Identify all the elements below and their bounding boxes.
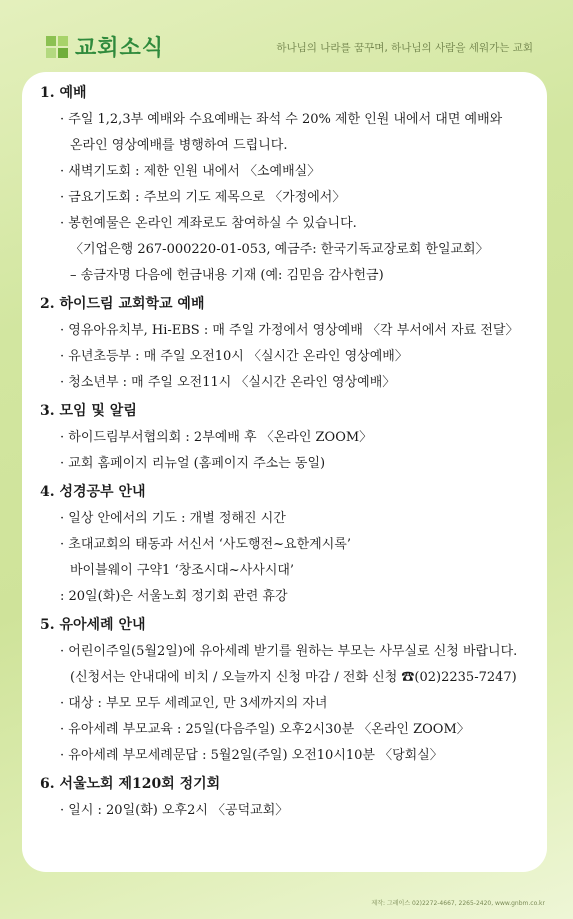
section-title-meetings: 3. 모임 및 알림	[40, 403, 137, 419]
section-title-bible-study: 4. 성경공부 안내	[40, 484, 146, 500]
news-item: · 대상 : 부모 모두 세례교인, 만 3세까지의 자녀	[60, 696, 328, 711]
news-item: · 유아세례 부모세례문답 : 5월2일(주일) 오전10시10분 〈당회실〉	[60, 748, 443, 763]
grid-logo-icon	[46, 36, 68, 58]
bank-account-info: 〈기업은행 267-000220-01-053, 예금주: 한국기독교장로회 한일교회〉	[70, 242, 489, 257]
section-title-infant-baptism: 5. 유아세례 안내	[40, 617, 146, 633]
header	[0, 0, 573, 62]
news-item: · 초대교회의 태동과 서신서 ‘사도행전~요한계시록’	[60, 537, 351, 552]
footer-credit: 제작: 그레이스 02)2272-4667, 2265-2420, www.gnbm.co.kr	[371, 900, 545, 907]
news-item: · 유년초등부 : 매 주일 오전10시 〈실시간 온라인 영상예배〉	[60, 349, 408, 364]
news-item: · 교회 홈페이지 리뉴얼 (홈페이지 주소는 동일)	[60, 456, 326, 471]
section-title-worship: 1. 예배	[40, 85, 87, 101]
news-item: · 유아세례 부모교육 : 25일(다음주일) 오후2시30분 〈온라인 ZOOM〉	[60, 722, 470, 737]
news-item-continued: 온라인 영상예배를 병행하여 드립니다.	[70, 138, 288, 153]
page-title: 교회소식	[75, 36, 165, 61]
news-item: · 영유아유치부, Hi-EBS : 매 주일 가정에서 영상예배 〈각 부서에서 자료 전달〉	[60, 323, 519, 338]
news-item: · 청소년부 : 매 주일 오전11시 〈실시간 온라인 영상예배〉	[60, 375, 396, 390]
news-item-continued: : 20일(화)은 서울노회 정기회 관련 휴강	[60, 589, 288, 604]
news-item: · 봉헌예물은 온라인 계좌로도 참여하실 수 있습니다.	[60, 216, 357, 231]
news-content	[40, 78, 545, 824]
news-item: · 새벽기도회 : 제한 인원 내에서 〈소예배실〉	[60, 164, 321, 179]
news-item-continued: (신청서는 안내대에 비치 / 오늘까지 신청 마감 / 전화 신청 ☎(02)2235-7247)	[70, 670, 517, 685]
news-item: · 금요기도회 : 주보의 기도 제목으로 〈가정에서〉	[60, 190, 346, 205]
news-item-continued: – 송금자명 다음에 헌금내용 기재 (예: 김믿음 감사헌금)	[70, 268, 384, 283]
news-item: · 하이드림부서협의회 : 2부예배 후 〈온라인 ZOOM〉	[60, 430, 373, 445]
news-item: · 일상 안에서의 기도 : 개별 정해진 시간	[60, 511, 286, 526]
church-motto: 하나님의 나라를 꿈꾸며, 하나님의 사람을 세워가는 교회	[276, 42, 533, 54]
news-item-continued: 바이블웨이 구약1 ‘창조시대~사사시대’	[70, 563, 295, 578]
section-title-presbytery: 6. 서울노회 제120회 정기회	[40, 776, 221, 792]
news-item: · 주일 1,2,3부 예배와 수요예배는 좌석 수 20% 제한 인원 내에서 대면 예배와	[60, 112, 503, 127]
section-title-church-school: 2. 하이드림 교회학교 예배	[40, 296, 205, 312]
news-item: · 어린이주일(5월2일)에 유아세례 받기를 원하는 부모는 사무실로 신청 바랍니다.	[60, 644, 518, 659]
news-item: · 일시 : 20일(화) 오후2시 〈공덕교회〉	[60, 803, 289, 818]
